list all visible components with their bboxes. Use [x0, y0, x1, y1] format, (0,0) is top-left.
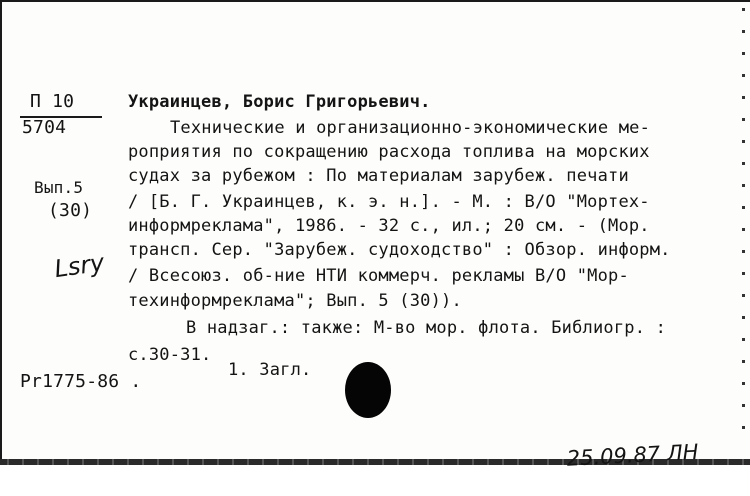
- author-heading: Украинцев, Борис Григорьевич.: [128, 92, 431, 112]
- handwritten-initials-text: Lsry: [52, 248, 107, 284]
- issue-label: Вып.5: [34, 178, 84, 197]
- body-line-5: информреклама", 1986. - 32 с., ил.; 20 см. - (Мор.: [128, 216, 650, 236]
- issue-number: (30): [48, 200, 93, 221]
- card-top-edge: [0, 0, 750, 2]
- card-right-edge: [742, 8, 745, 448]
- handwritten-initials: [19, 221, 110, 315]
- pages-note: с.30-31.: [128, 345, 212, 365]
- handwritten-date: [538, 416, 700, 496]
- inventory-number: Pr1775-86 .: [20, 371, 142, 392]
- tracing: 1. Загл.: [228, 360, 312, 380]
- handwritten-date-text: 25.09.87 ЛН: [566, 439, 700, 471]
- call-number-bottom: 5704: [22, 117, 67, 138]
- body-line-1: Технические и организационно-экономические ме-: [170, 118, 651, 138]
- body-line-4: / [Б. Г. Украинцев, к. э. н.]. - М. : В/О "Мортех-: [128, 192, 650, 212]
- call-number-top: П 10: [30, 91, 75, 112]
- body-line-2: роприятия по сокращению расхода топлива на морских: [128, 142, 650, 162]
- body-line-7: / Всесоюз. об-ние НТИ коммерч. рекламы В/О "Мор-: [128, 266, 629, 286]
- card-left-edge: [0, 0, 2, 465]
- body-line-8: техинформреклама"; Вып. 5 (30)).: [128, 291, 462, 311]
- body-line-3: судах за рубежом : По материалам зарубеж. печати: [128, 166, 629, 186]
- ink-blot: [345, 362, 391, 418]
- body-line-6: трансп. Сер. "Зарубеж. судоходство" : Обзор. информ.: [128, 240, 671, 260]
- note-line: В надзаг.: также: М-во мор. флота. Библиогр. :: [186, 318, 667, 338]
